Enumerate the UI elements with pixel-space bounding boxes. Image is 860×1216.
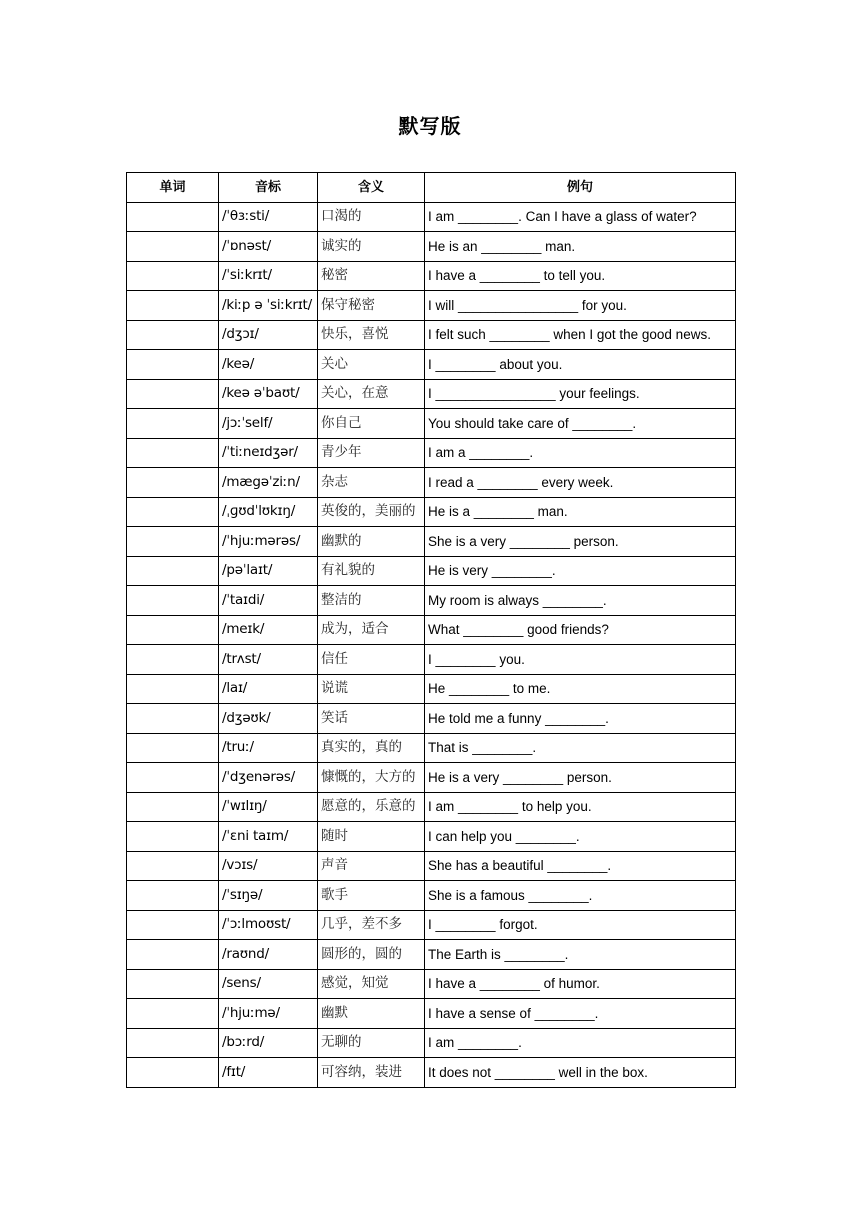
- word-cell[interactable]: [127, 350, 219, 380]
- example-sentence-cell: He is a ________ man.: [425, 497, 736, 527]
- example-sentence-cell: The Earth is ________.: [425, 940, 736, 970]
- example-sentence-cell: I will ________________ for you.: [425, 291, 736, 321]
- phonetic-cell: /vɔɪs/: [219, 851, 318, 881]
- example-sentence-cell: He ________ to me.: [425, 674, 736, 704]
- meaning-cell: 你自己: [318, 409, 425, 439]
- phonetic-cell: /trʌst/: [219, 645, 318, 675]
- example-sentence-cell: She is a famous ________.: [425, 881, 736, 911]
- table-row: [127, 615, 736, 645]
- meaning-cell: 快乐，喜悦: [318, 320, 425, 350]
- table-header-row: [127, 173, 736, 203]
- word-cell[interactable]: [127, 1058, 219, 1088]
- word-cell[interactable]: [127, 999, 219, 1029]
- word-cell[interactable]: [127, 704, 219, 734]
- example-sentence-cell: I ________ forgot.: [425, 910, 736, 940]
- example-sentence-cell: I ________ about you.: [425, 350, 736, 380]
- word-cell[interactable]: [127, 556, 219, 586]
- table-row: [127, 527, 736, 557]
- phonetic-cell: /ˈtaɪdi/: [219, 586, 318, 616]
- table-row: [127, 999, 736, 1029]
- meaning-cell: 口渴的: [318, 202, 425, 232]
- phonetic-cell: /ˈɒnəst/: [219, 232, 318, 262]
- word-cell[interactable]: [127, 615, 219, 645]
- table-body: [127, 202, 736, 1087]
- word-cell[interactable]: [127, 851, 219, 881]
- phonetic-cell: /sens/: [219, 969, 318, 999]
- phonetic-cell: /ˈtiːneɪdʒər/: [219, 438, 318, 468]
- meaning-cell: 英俊的，美丽的: [318, 497, 425, 527]
- phonetic-cell: /mægəˈziːn/: [219, 468, 318, 498]
- phonetic-cell: /ˈsɪŋə/: [219, 881, 318, 911]
- word-cell[interactable]: [127, 910, 219, 940]
- table-row: [127, 763, 736, 793]
- table-row: [127, 586, 736, 616]
- example-sentence-cell: He told me a funny ________.: [425, 704, 736, 734]
- example-sentence-cell: I have a ________ to tell you.: [425, 261, 736, 291]
- example-sentence-cell: I am ________.: [425, 1028, 736, 1058]
- table-row: [127, 409, 736, 439]
- phonetic-cell: /ˈwɪlɪŋ/: [219, 792, 318, 822]
- example-sentence-cell: He is a very ________ person.: [425, 763, 736, 793]
- word-cell[interactable]: [127, 881, 219, 911]
- phonetic-cell: /raʊnd/: [219, 940, 318, 970]
- example-sentence-cell: He is very ________.: [425, 556, 736, 586]
- phonetic-cell: /bɔːrd/: [219, 1028, 318, 1058]
- meaning-cell: 关心，在意: [318, 379, 425, 409]
- table-row: [127, 851, 736, 881]
- word-cell[interactable]: [127, 438, 219, 468]
- table-row: [127, 822, 736, 852]
- phonetic-cell: /meɪk/: [219, 615, 318, 645]
- word-cell[interactable]: [127, 468, 219, 498]
- table-row: [127, 1058, 736, 1088]
- phonetic-cell: /keə əˈbaʊt/: [219, 379, 318, 409]
- meaning-cell: 信任: [318, 645, 425, 675]
- table-row: [127, 881, 736, 911]
- word-cell[interactable]: [127, 940, 219, 970]
- meaning-cell: 说谎: [318, 674, 425, 704]
- table-row: [127, 704, 736, 734]
- phonetic-cell: /pəˈlaɪt/: [219, 556, 318, 586]
- table-row: [127, 232, 736, 262]
- meaning-cell: 几乎，差不多: [318, 910, 425, 940]
- meaning-cell: 幽默的: [318, 527, 425, 557]
- phonetic-cell: /fɪt/: [219, 1058, 318, 1088]
- page-title: 默写版: [398, 114, 462, 138]
- table-row: [127, 438, 736, 468]
- meaning-cell: 幽默: [318, 999, 425, 1029]
- meaning-cell: 诚实的: [318, 232, 425, 262]
- example-sentence-cell: I am a ________.: [425, 438, 736, 468]
- table-row: [127, 645, 736, 675]
- meaning-cell: 关心: [318, 350, 425, 380]
- phonetic-cell: /ˈɛni taɪm/: [219, 822, 318, 852]
- example-sentence-cell: I read a ________ every week.: [425, 468, 736, 498]
- phonetic-cell: /ˈɔːlmoʊst/: [219, 910, 318, 940]
- vocabulary-table: [126, 172, 736, 1088]
- word-cell[interactable]: [127, 1028, 219, 1058]
- table-row: [127, 291, 736, 321]
- example-sentence-cell: I can help you ________.: [425, 822, 736, 852]
- meaning-cell: 愿意的，乐意的: [318, 792, 425, 822]
- meaning-cell: 圆形的，圆的: [318, 940, 425, 970]
- table-row: [127, 556, 736, 586]
- example-sentence-cell: I have a ________ of humor.: [425, 969, 736, 999]
- table-row: [127, 497, 736, 527]
- word-cell[interactable]: [127, 320, 219, 350]
- phonetic-cell: /ˈhjuːmərəs/: [219, 527, 318, 557]
- table-row: [127, 379, 736, 409]
- table-row: [127, 674, 736, 704]
- meaning-cell: 笑话: [318, 704, 425, 734]
- meaning-cell: 感觉，知觉: [318, 969, 425, 999]
- meaning-cell: 有礼貌的: [318, 556, 425, 586]
- word-cell[interactable]: [127, 733, 219, 763]
- phonetic-cell: /ˈθɜːsti/: [219, 202, 318, 232]
- meaning-cell: 随时: [318, 822, 425, 852]
- example-sentence-cell: I am ________. Can I have a glass of water?: [425, 202, 736, 232]
- word-cell[interactable]: [127, 586, 219, 616]
- header-word: 单词: [127, 173, 219, 203]
- meaning-cell: 无聊的: [318, 1028, 425, 1058]
- phonetic-cell: /ˈdʒenərəs/: [219, 763, 318, 793]
- table-row: [127, 792, 736, 822]
- word-cell[interactable]: [127, 232, 219, 262]
- meaning-cell: 声音: [318, 851, 425, 881]
- table-row: [127, 940, 736, 970]
- phonetic-cell: /dʒɔɪ/: [219, 320, 318, 350]
- meaning-cell: 杂志: [318, 468, 425, 498]
- example-sentence-cell: She has a beautiful ________.: [425, 851, 736, 881]
- word-cell[interactable]: [127, 379, 219, 409]
- meaning-cell: 保守秘密: [318, 291, 425, 321]
- phonetic-cell: /ˈsiːkrɪt/: [219, 261, 318, 291]
- meaning-cell: 可容纳，装进: [318, 1058, 425, 1088]
- table-row: [127, 202, 736, 232]
- example-sentence-cell: I felt such ________ when I got the good news.: [425, 320, 736, 350]
- table-row: [127, 969, 736, 999]
- word-cell[interactable]: [127, 822, 219, 852]
- word-cell[interactable]: [127, 645, 219, 675]
- example-sentence-cell: I ________________ your feelings.: [425, 379, 736, 409]
- word-cell[interactable]: [127, 674, 219, 704]
- example-sentence-cell: I ________ you.: [425, 645, 736, 675]
- word-cell[interactable]: [127, 497, 219, 527]
- word-cell[interactable]: [127, 763, 219, 793]
- meaning-cell: 真实的，真的: [318, 733, 425, 763]
- word-cell[interactable]: [127, 527, 219, 557]
- example-sentence-cell: That is ________.: [425, 733, 736, 763]
- meaning-cell: 歌手: [318, 881, 425, 911]
- table-row: [127, 468, 736, 498]
- header-meaning: 含义: [318, 173, 425, 203]
- meaning-cell: 青少年: [318, 438, 425, 468]
- example-sentence-cell: He is an ________ man.: [425, 232, 736, 262]
- header-example: 例句: [425, 173, 736, 203]
- example-sentence-cell: You should take care of ________.: [425, 409, 736, 439]
- example-sentence-cell: It does not ________ well in the box.: [425, 1058, 736, 1088]
- word-cell[interactable]: [127, 291, 219, 321]
- table-row: [127, 320, 736, 350]
- phonetic-cell: /ˌɡʊdˈlʊkɪŋ/: [219, 497, 318, 527]
- word-cell[interactable]: [127, 792, 219, 822]
- meaning-cell: 慷慨的，大方的: [318, 763, 425, 793]
- table-row: [127, 733, 736, 763]
- meaning-cell: 秘密: [318, 261, 425, 291]
- example-sentence-cell: I am ________ to help you.: [425, 792, 736, 822]
- example-sentence-cell: My room is always ________.: [425, 586, 736, 616]
- phonetic-cell: /keə/: [219, 350, 318, 380]
- phonetic-cell: /kiːp ə ˈsiːkrɪt/: [219, 291, 318, 321]
- example-sentence-cell: What ________ good friends?: [425, 615, 736, 645]
- table-row: [127, 910, 736, 940]
- example-sentence-cell: She is a very ________ person.: [425, 527, 736, 557]
- phonetic-cell: /laɪ/: [219, 674, 318, 704]
- meaning-cell: 整洁的: [318, 586, 425, 616]
- word-cell[interactable]: [127, 409, 219, 439]
- phonetic-cell: /dʒəʊk/: [219, 704, 318, 734]
- meaning-cell: 成为，适合: [318, 615, 425, 645]
- table-row: [127, 261, 736, 291]
- word-cell[interactable]: [127, 202, 219, 232]
- word-cell[interactable]: [127, 261, 219, 291]
- phonetic-cell: /truː/: [219, 733, 318, 763]
- phonetic-cell: /jɔːˈself/: [219, 409, 318, 439]
- phonetic-cell: /ˈhjuːmə/: [219, 999, 318, 1029]
- word-cell[interactable]: [127, 969, 219, 999]
- table-row: [127, 350, 736, 380]
- table-row: [127, 1028, 736, 1058]
- header-phonetic: 音标: [219, 173, 318, 203]
- example-sentence-cell: I have a sense of ________.: [425, 999, 736, 1029]
